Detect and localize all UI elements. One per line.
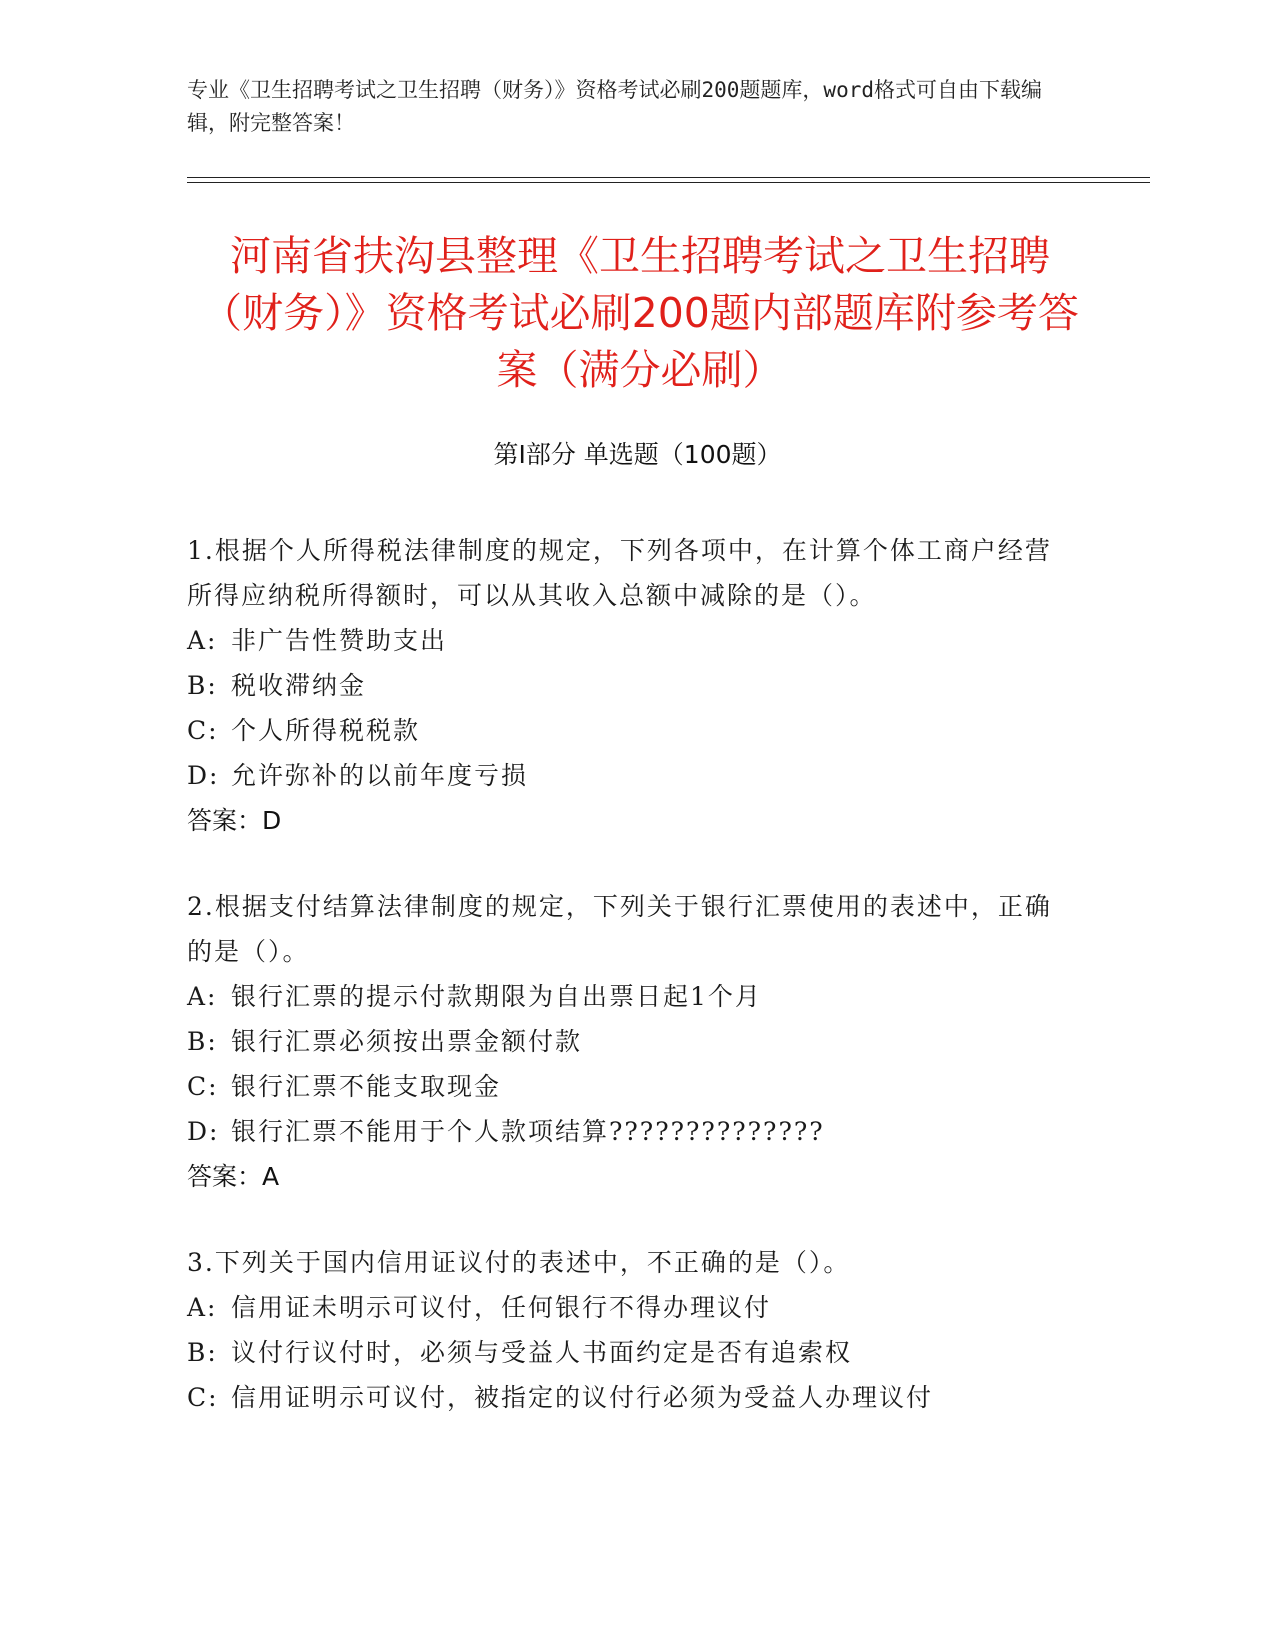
option-text: 允许弥补的以前年度亏损 — [231, 761, 529, 790]
section-title: 第Ⅰ部分 单选题（100题） — [493, 440, 782, 469]
option-text: 税收滞纳金 — [231, 671, 367, 700]
question-stem: 2.根据支付结算法律制度的规定，下列关于银行汇票使用的表述中，正确的是（）。 — [187, 892, 1052, 966]
question-2 — [187, 884, 1067, 1199]
option-letter: C: — [187, 1072, 219, 1101]
option-a — [187, 974, 1067, 1019]
option-text: 非广告性赞助支出 — [231, 626, 448, 655]
option-letter: A: — [187, 982, 218, 1011]
option-b — [187, 1019, 1067, 1064]
option-a — [187, 1285, 1067, 1330]
option-letter: B: — [187, 1338, 218, 1367]
question-1 — [187, 528, 1067, 843]
option-text: 个人所得税税款 — [231, 716, 421, 745]
option-text: 银行汇票的提示付款期限为自出票日起1个月 — [231, 982, 762, 1011]
header-divider — [187, 177, 1150, 183]
question-3 — [187, 1240, 1067, 1420]
header-note: 专业《卫生招聘考试之卫生招聘（财务）》资格考试必刷200题题库，word格式可自由下载编辑，附完整答案！ — [187, 78, 1042, 135]
document-title: 河南省扶沟县整理《卫生招聘考试之卫生招聘（财务）》资格考试必刷200题内部题库附参考答案（满分必刷） — [201, 232, 1079, 394]
option-d — [187, 753, 1067, 798]
option-c — [187, 1064, 1067, 1109]
question-list — [187, 528, 1067, 1461]
question-stem: 3.下列关于国内信用证议付的表述中，不正确的是（）。 — [187, 1248, 851, 1277]
option-text: 银行汇票必须按出票金额付款 — [231, 1027, 583, 1056]
answer: 答案：A — [187, 1162, 280, 1191]
option-letter: A: — [187, 626, 218, 655]
option-text: 银行汇票不能支取现金 — [231, 1072, 502, 1101]
option-a — [187, 618, 1067, 663]
option-b — [187, 1330, 1067, 1375]
option-text: 信用证未明示可议付，任何银行不得办理议付 — [231, 1293, 772, 1322]
option-letter: A: — [187, 1293, 218, 1322]
option-c — [187, 1375, 1067, 1420]
option-text: 银行汇票不能用于个人款项结算?????????????? — [231, 1117, 825, 1146]
option-letter: C: — [187, 716, 219, 745]
option-b — [187, 663, 1067, 708]
option-letter: C: — [187, 1383, 219, 1412]
option-letter: B: — [187, 1027, 218, 1056]
option-letter: D: — [187, 761, 220, 790]
answer: 答案：D — [187, 806, 282, 835]
option-text: 信用证明示可议付，被指定的议付行必须为受益人办理议付 — [231, 1383, 934, 1412]
option-letter: B: — [187, 671, 218, 700]
option-d — [187, 1109, 1067, 1154]
question-stem: 1.根据个人所得税法律制度的规定，下列各项中，在计算个体工商户经营所得应纳税所得额时，可以从其收入总额中减除的是（）。 — [187, 536, 1052, 610]
option-text: 议付行议付时，必须与受益人书面约定是否有追索权 — [231, 1338, 853, 1367]
option-letter: D: — [187, 1117, 220, 1146]
option-c — [187, 708, 1067, 753]
